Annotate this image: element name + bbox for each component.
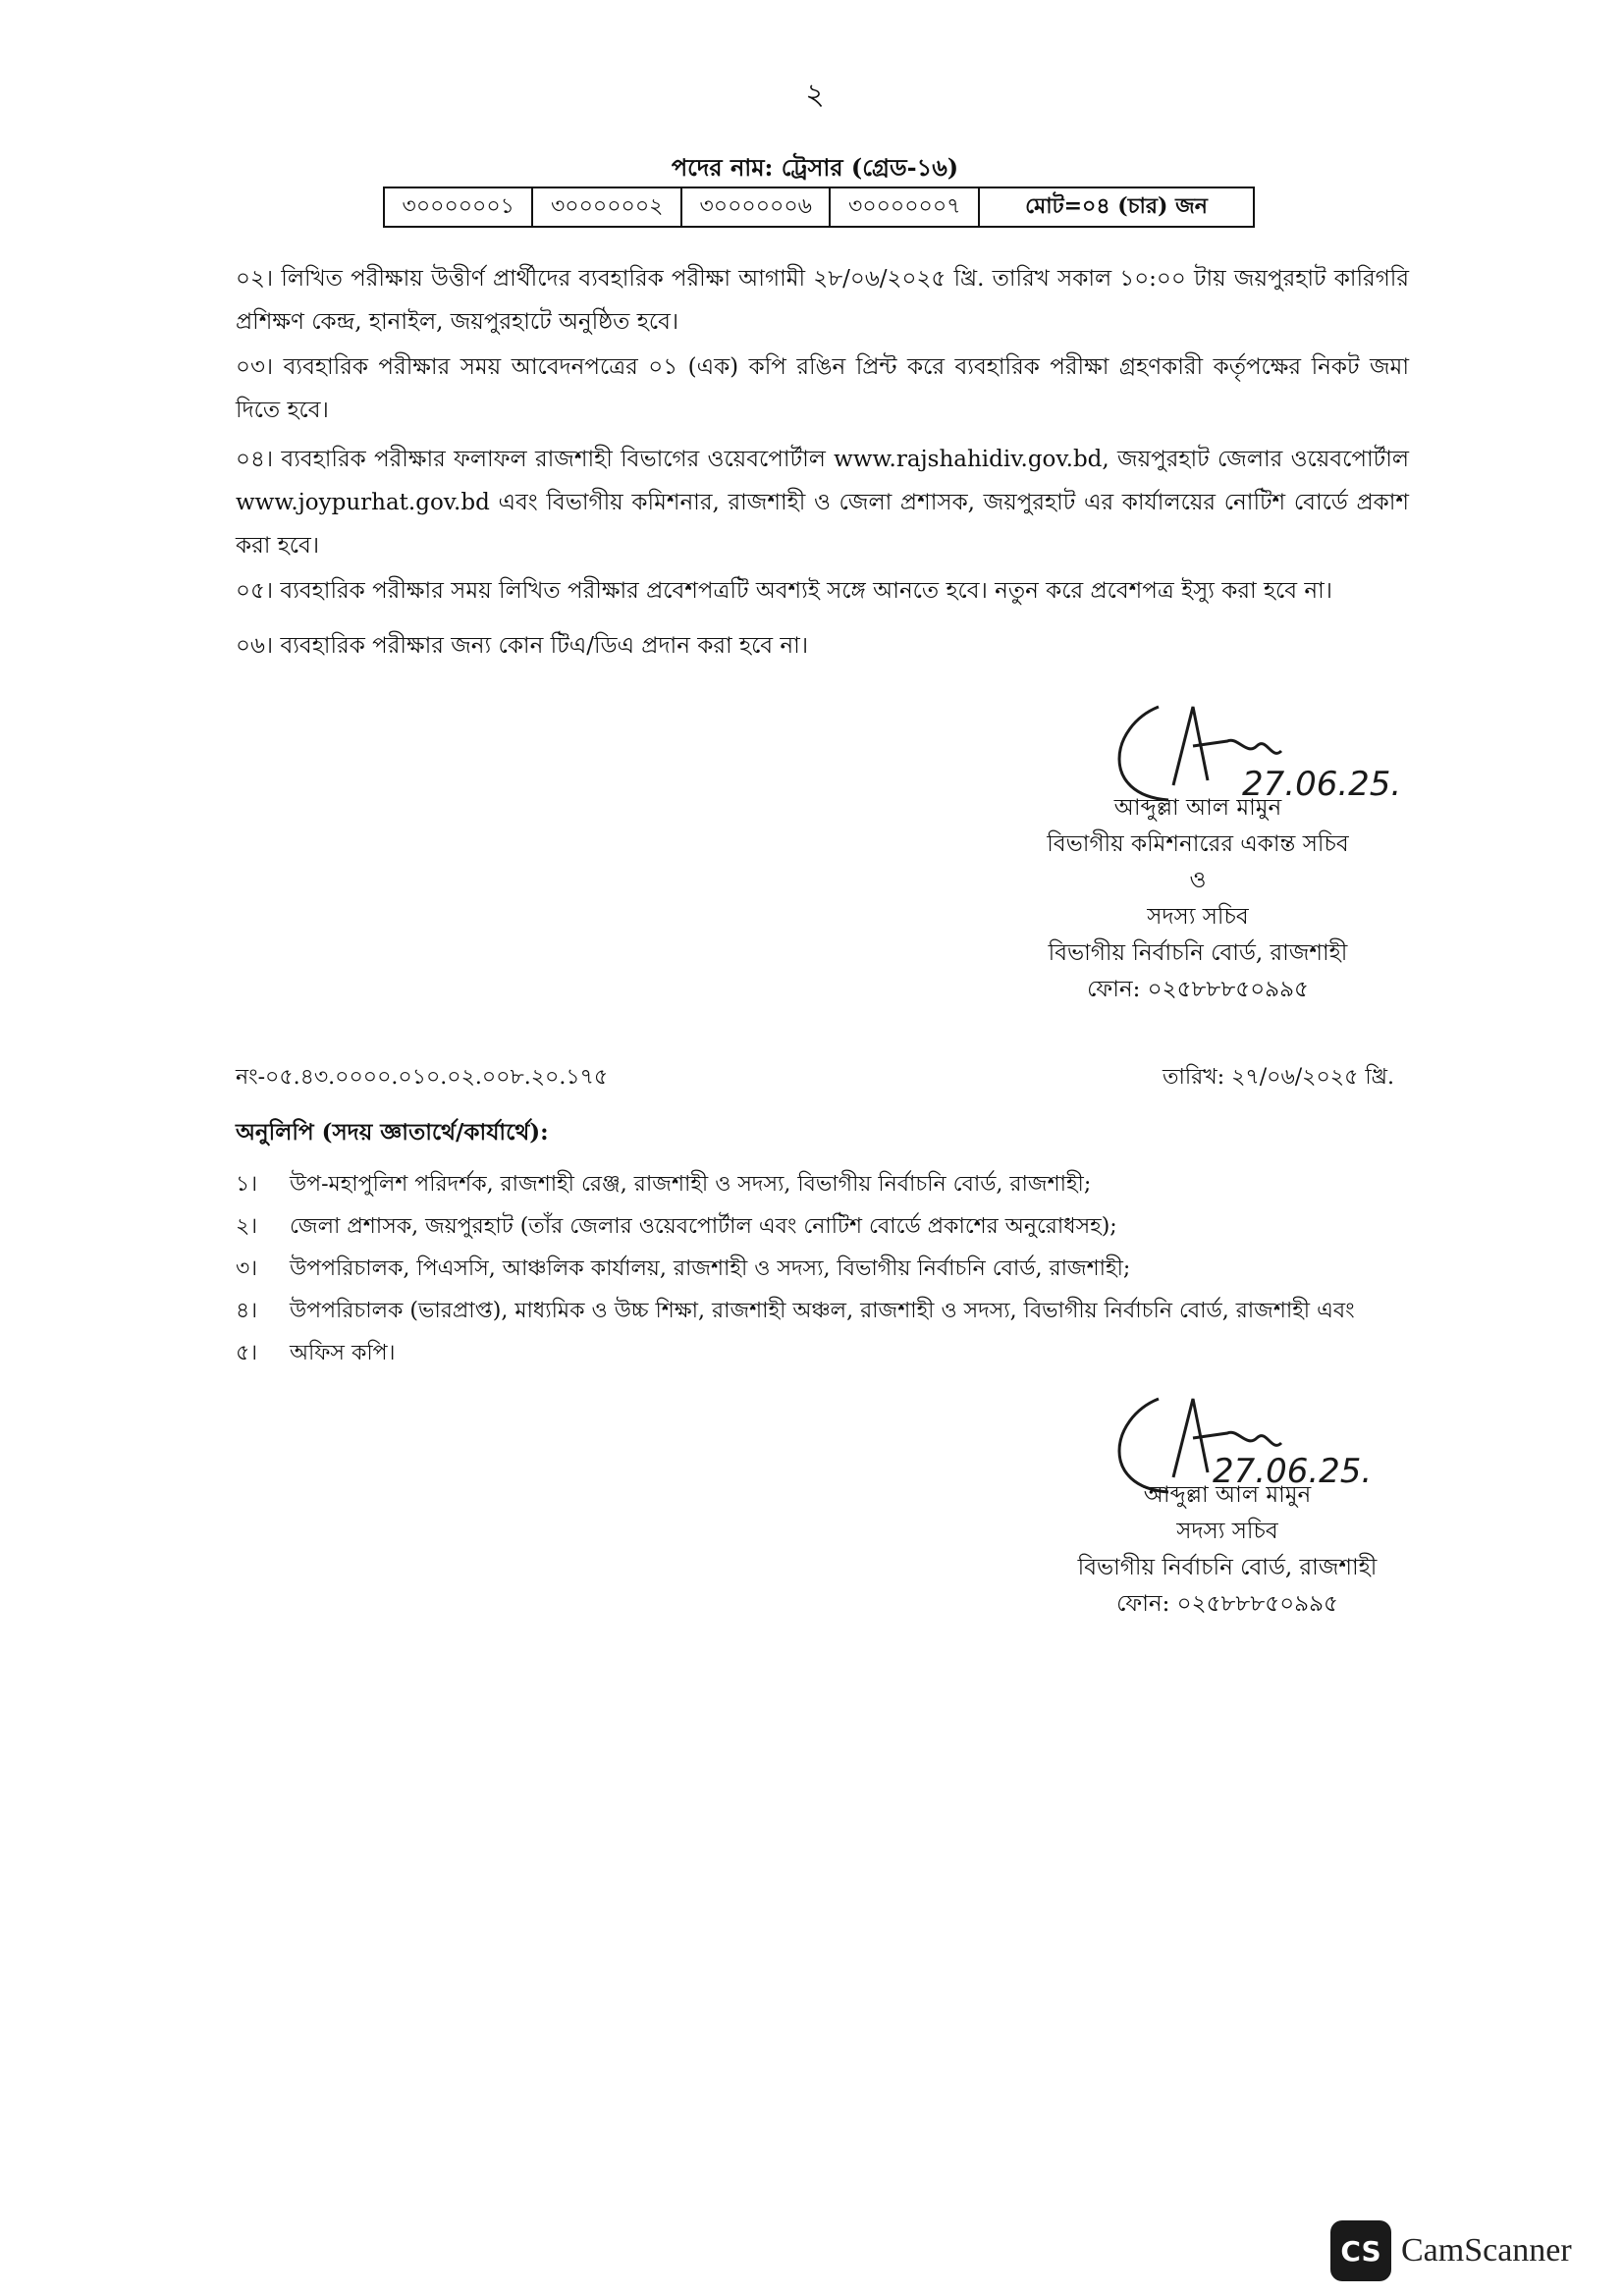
paragraph-06: ০৬। ব্যবহারিক পরীক্ষার জন্য কোন টিএ/ডিএ প্রদান করা হবে না।	[236, 633, 809, 659]
board-name: বিভাগীয় নির্বাচনি বোর্ড, রাজশাহী	[1048, 940, 1348, 966]
list-item-text: উপপরিচালক, পিএসসি, আঞ্চলিক কার্যালয়, রাজশাহী ও সদস্য, বিভাগীয় নির্বাচনি বোর্ড, রাজশাহী;	[290, 1256, 1131, 1281]
signatory-designation: বিভাগীয় কমিশনারের একান্ত সচিব	[1047, 831, 1349, 857]
list-item-number: ৩।	[236, 1256, 258, 1281]
roll-cell: ৩০০০০০০৬	[681, 187, 831, 227]
list-item	[236, 1249, 1443, 1291]
conjunction: ও	[1189, 868, 1207, 893]
camscanner-logo-icon: CS	[1330, 2220, 1391, 2281]
list-item-number: ২।	[236, 1214, 258, 1239]
list-item-text: জেলা প্রশাসক, জয়পুরহাট (তাঁর জেলার ওয়েবপোর্টাল এবং নোটিশ বোর্ডে প্রকাশের অনুরোধসহ);	[290, 1214, 1117, 1239]
table-row	[384, 187, 1254, 227]
signatory-designation-2: সদস্য সচিব	[1147, 904, 1249, 930]
signatory-name: আব্দুল্লা আল মামুন	[1143, 1482, 1312, 1508]
roll-cell: ৩০০০০০০৭	[830, 187, 979, 227]
list-item	[236, 1291, 1443, 1333]
camscanner-name: CamScanner	[1401, 2232, 1572, 2269]
signature-block-2	[1041, 1477, 1414, 1623]
signatory-name: আব্দুল্লা আল মামুন	[1113, 795, 1282, 821]
list-item	[236, 1333, 1443, 1375]
signature-date-2: 27.06.25.	[1213, 1452, 1373, 1491]
roll-number-table	[383, 187, 1255, 228]
camscanner-watermark	[1330, 2220, 1572, 2281]
paragraph-02: ০২। লিখিত পরীক্ষায় উত্তীর্ণ প্রার্থীদের ব্যবহারিক পরীক্ষা আগামী ২৮/০৬/২০২৫ খ্রি. তারিখ সকাল ১০:০০ টায় জয়পুরহাট কারিগরি প্রশিক্ষণ কেন্দ্র, হানাইল, জয়পুরহাটে অনুষ্ঠিত হবে।	[236, 266, 1409, 335]
paragraph-04: ০৪। ব্যবহারিক পরীক্ষার ফলাফল রাজশাহী বিভাগের ওয়েবপোর্টাল www.rajshahidiv.gov.bd, জয়পুরহাট জেলার ওয়েবপোর্টাল www.joypurhat.gov.bd এবং বিভাগীয় কমিশনার, রাজশাহী ও জেলা প্রশাসক, জয়পুরহাট এর কার্যালয়ের নোটিশ বোর্ডে প্রকাশ করা হবে।	[236, 447, 1409, 559]
list-item-number: ১।	[236, 1172, 258, 1197]
list-item-number: ৪।	[236, 1299, 258, 1323]
memo-number: নং-০৫.৪৩.০০০০.০১০.০২.০০৮.২০.১৭৫	[236, 1065, 609, 1090]
list-item	[236, 1164, 1443, 1206]
signature-date-1: 27.06.25.	[1242, 765, 1402, 804]
phone-number: ফোন: ০২৫৮৮৮৫০৯৯৫	[1087, 977, 1309, 1002]
list-item	[236, 1206, 1443, 1249]
roll-cell: ৩০০০০০০১	[384, 187, 532, 227]
list-item-text: অফিস কপি।	[290, 1341, 396, 1365]
list-item-text: উপপরিচালক (ভারপ্রাপ্ত), মাধ্যমিক ও উচ্চ শিক্ষা, রাজশাহী অঞ্চল, রাজশাহী ও সদস্য, বিভাগীয় নির্বাচনি বোর্ড, রাজশাহী এবং	[290, 1299, 1355, 1323]
post-title: পদের নাম: ট্রেসার (গ্রেড-১৬)	[671, 153, 959, 182]
signature-block-1	[1011, 790, 1384, 1008]
total-cell: মোট=০৪ (চার) জন	[979, 187, 1254, 227]
roll-cell: ৩০০০০০০২	[532, 187, 681, 227]
phone-number: ফোন: ০২৫৮৮৮৫০৯৯৫	[1116, 1591, 1338, 1617]
list-item-text: উপ-মহাপুলিশ পরিদর্শক, রাজশাহী রেঞ্জ, রাজশাহী ও সদস্য, বিভাগীয় নির্বাচনি বোর্ড, রাজশাহী;	[290, 1172, 1092, 1197]
paragraph-03: ০৩। ব্যবহারিক পরীক্ষার সময় আবেদনপত্রের ০১ (এক) কপি রঙিন প্রিন্ট করে ব্যবহারিক পরীক্ষা গ্রহণকারী কর্তৃপক্ষের নিকট জমা দিতে হবে।	[236, 354, 1409, 423]
list-item-number: ৫।	[236, 1341, 258, 1365]
signatory-designation: সদস্য সচিব	[1176, 1519, 1278, 1544]
paragraph-05: ০৫। ব্যবহারিক পরীক্ষার সময় লিখিত পরীক্ষার প্রবেশপত্রটি অবশ্যই সঙ্গে আনতে হবে। নতুন করে প্রবেশপত্র ইস্যু করা হবে না।	[236, 578, 1333, 604]
page-number: ২	[805, 78, 825, 112]
board-name: বিভাগীয় নির্বাচনি বোর্ড, রাজশাহী	[1077, 1555, 1378, 1580]
memo-date: তারিখ: ২৭/০৬/২০২৫ খ্রি.	[1162, 1065, 1394, 1090]
copy-list	[236, 1164, 1443, 1375]
copy-title: অনুলিপি (সদয় জ্ঞাতার্থে/কার্যার্থে):	[236, 1119, 549, 1146]
